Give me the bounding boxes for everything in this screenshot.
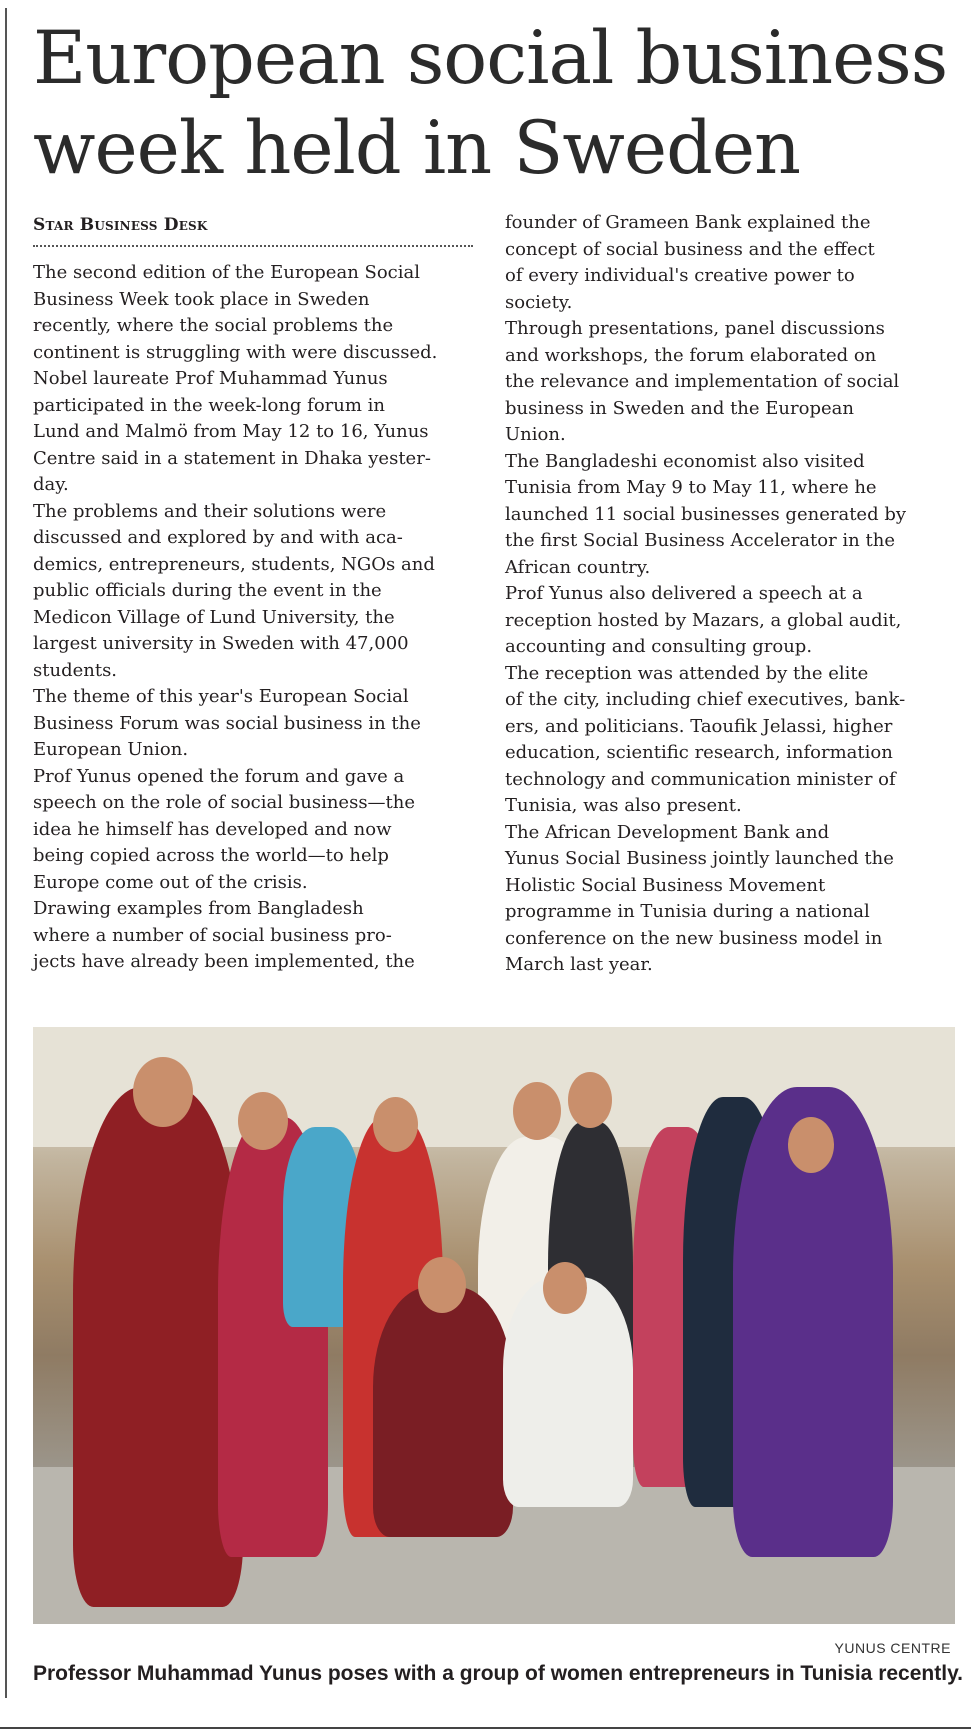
photo-face <box>373 1097 418 1152</box>
article-line: discussed and explored by and with aca- <box>33 527 403 548</box>
article-line: European Union. <box>33 739 189 760</box>
headline-line-2: week held in Sweden <box>33 106 801 191</box>
article-line: Centre said in a statement in Dhaka yester- <box>33 447 431 469</box>
article-line: largest university in Sweden with 47,000 <box>33 633 409 654</box>
headline <box>33 14 963 194</box>
photo-caption: Professor Muhammad Yunus poses with a group of women entrepreneurs in Tunisia recently. <box>33 1662 964 1685</box>
article-line: speech on the role of social business—the <box>33 792 416 813</box>
article-line: participated in the week-long forum in <box>33 394 385 416</box>
article-line: being copied across the world—to help <box>33 845 389 866</box>
article-line: Tunisia, was also present. <box>505 795 742 816</box>
photo-face <box>513 1082 561 1140</box>
article-line: Through presentations, panel discussions <box>505 318 885 339</box>
photo-figure <box>373 1287 513 1537</box>
article-line: The theme of this year's European Social <box>33 686 409 707</box>
article-line: and workshops, the forum elaborated on <box>505 344 877 366</box>
article-line: March last year. <box>505 954 653 975</box>
article-line: The problems and their solutions were <box>33 500 387 522</box>
article-line: business in Sweden and the European <box>505 397 854 419</box>
article-line: technology and communication minister of <box>505 768 896 790</box>
photo-face <box>788 1117 834 1173</box>
article-line: public officials during the event in the <box>33 580 382 601</box>
photo-face <box>133 1057 193 1127</box>
article-line: The reception was attended by the elite <box>505 662 869 684</box>
article-line: idea he himself has developed and now <box>33 818 392 840</box>
article-line: African country. <box>505 556 651 578</box>
article-line: day. <box>33 474 69 495</box>
article-line: demics, entrepreneurs, students, NGOs and <box>33 553 435 575</box>
article-line: the first Social Business Accelerator in the <box>505 530 895 551</box>
article-line: Union. <box>505 424 566 445</box>
left-column-rule <box>5 8 7 1698</box>
article-line: the relevance and implementation of social <box>505 371 900 392</box>
article-line: conference on the new business model in <box>505 927 883 949</box>
article-line: Europe come out of the crisis. <box>33 871 308 893</box>
photo-credit: YUNUS CENTRE <box>834 1640 951 1656</box>
article-line: Medicon Village of Lund University, the <box>33 606 395 628</box>
byline-divider <box>33 245 473 247</box>
photo-face <box>238 1092 288 1150</box>
article-line: Business Forum was social business in the <box>33 712 421 734</box>
news-photo <box>33 1027 955 1624</box>
column-1-text <box>33 260 473 976</box>
headline-line-1: European social business <box>33 16 948 101</box>
article-line: where a number of social business pro- <box>33 924 392 946</box>
article-line: Tunisia from May 9 to May 11, where he <box>505 477 877 498</box>
article-line: society. <box>505 291 573 313</box>
article-line: Prof Yunus opened the forum and gave a <box>33 765 405 787</box>
article-line: Drawing examples from Bangladesh <box>33 898 364 919</box>
article-line: The second edition of the European Social <box>33 262 420 283</box>
byline: Star Business Desk <box>33 215 208 235</box>
article-line: of every individual's creative power to <box>505 265 855 286</box>
article-line: recently, where the social problems the <box>33 315 394 336</box>
article-line: programme in Tunisia during a national <box>505 901 870 922</box>
article-line: The African Development Bank and <box>505 821 830 843</box>
article-line: of the city, including chief executives, bank- <box>505 689 906 710</box>
article-line: founder of Grameen Bank explained the <box>505 212 871 233</box>
bottom-rule <box>0 1727 971 1729</box>
article-line: Lund and Malmö from May 12 to 16, Yunus <box>33 421 429 442</box>
article-line: The Bangladeshi economist also visited <box>505 450 865 472</box>
article-line: accounting and consulting group. <box>505 636 813 657</box>
column-2-text <box>505 210 945 979</box>
article-line: launched 11 social businesses generated by <box>505 503 907 525</box>
article-column-1 <box>33 210 473 976</box>
article-line: continent is struggling with were discussed. <box>33 341 438 363</box>
article-line: Prof Yunus also delivered a speech at a <box>505 583 863 604</box>
article-line: education, scientific research, information <box>505 742 893 763</box>
article-line: students. <box>33 659 118 681</box>
article-line: jects have already been implemented, the <box>33 951 415 972</box>
photo-face <box>543 1262 587 1314</box>
article-line: Business Week took place in Sweden <box>33 288 370 310</box>
article-line: concept of social business and the effect <box>505 238 875 260</box>
photo-face <box>568 1072 612 1128</box>
article-line: reception hosted by Mazars, a global audit, <box>505 609 902 631</box>
article-line: Holistic Social Business Movement <box>505 874 826 896</box>
photo-face <box>418 1257 466 1313</box>
article-column-2 <box>505 210 945 979</box>
article-line: Yunus Social Business jointly launched the <box>505 848 894 869</box>
article-line: ers, and politicians. Taoufik Jelassi, higher <box>505 715 893 737</box>
article-line: Nobel laureate Prof Muhammad Yunus <box>33 368 388 389</box>
